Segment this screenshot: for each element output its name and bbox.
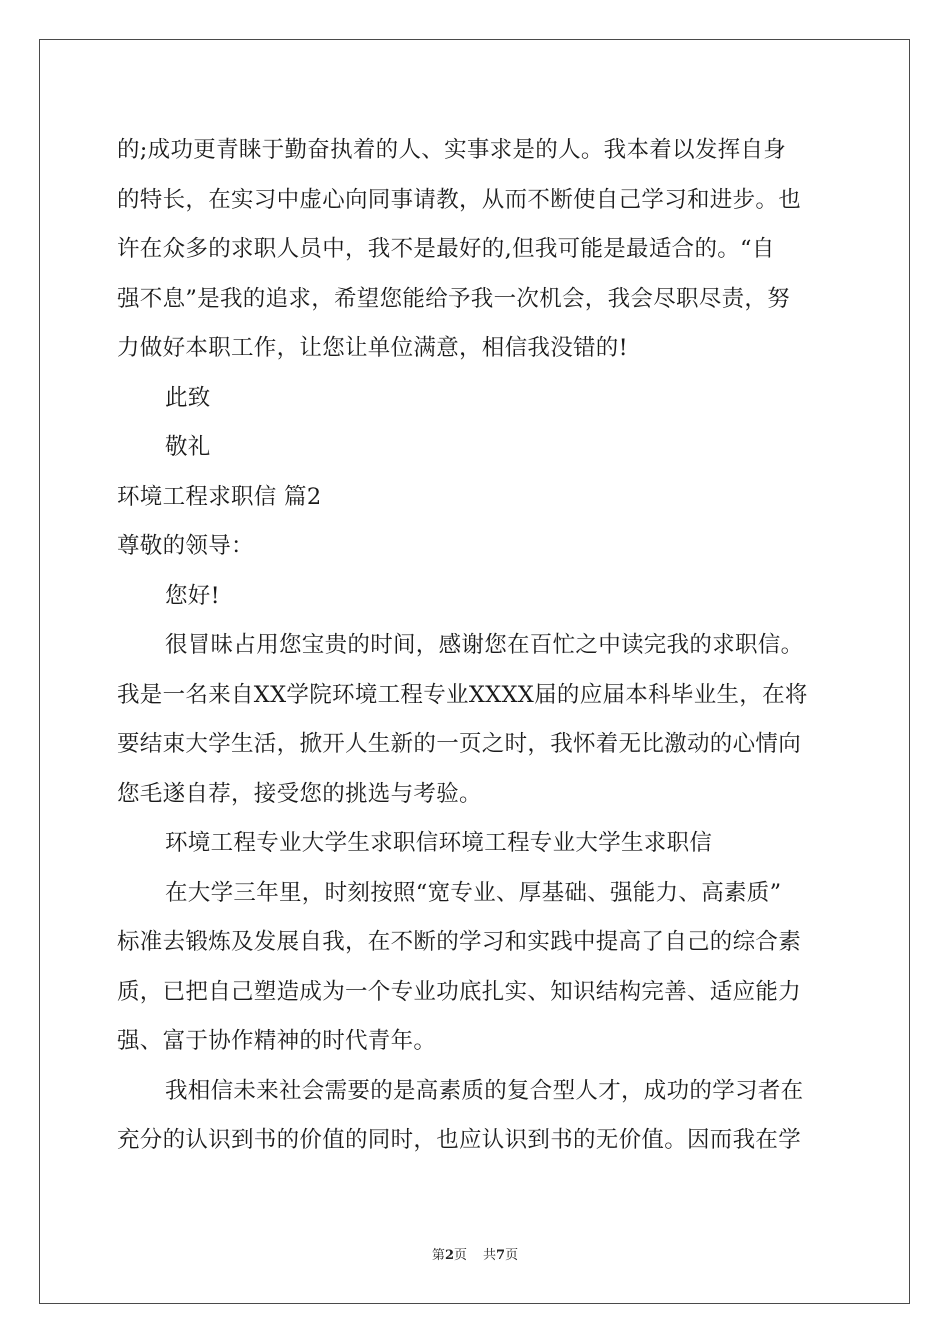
page-suffix: 页 [453,1248,467,1263]
text-line: 强不息”是我的追求，希望您能给予我一次机会，我会尽职尽责，努 [117,285,791,312]
text-line: 的;成功更青睐于勤奋执着的人、实事求是的人。我本着以发挥自身 [117,137,787,163]
text-line: 在大学三年里，时刻按照“宽专业、厚基础、强能力、高素质” [165,879,782,906]
total-prefix: 共 [483,1248,497,1263]
text-line: 我相信未来社会需要的是高素质的复合型人才，成功的学习者在 [165,1077,804,1104]
text-line: 的特长，在实习中虚心向同事请教，从而不断使自己学习和进步。也 [117,186,802,213]
page-number: 2 [444,1248,454,1263]
greeting-hello: 您好! [165,582,220,609]
text-line: 质，已把自己塑造成为一个专业功底扎实、知识结构完善、适应能力 [117,978,802,1005]
document-body [117,126,835,1166]
text-line: 强、富于协作精神的时代青年。 [117,1028,437,1054]
text-line: 许在众多的求职人员中，我不是最好的,但我可能是最适合的。“自 [117,236,775,262]
text-line: 很冒昧占用您宝贵的时间，感谢您在百忙之中读完我的求职信。 [165,632,804,658]
text-line: 您毛遂自荐，接受您的挑选与考验。 [117,780,482,807]
text-line: 我是一名来自XX学院环境工程专业XXXX届的应届本科毕业生，在将 [117,681,808,708]
page-prefix: 第 [431,1248,445,1263]
greeting: 尊敬的领导： [117,533,254,559]
closing-regards: 敬礼 [165,434,211,460]
closing-salutation: 此致 [165,384,211,411]
section-heading: 环境工程求职信 篇2 [117,483,322,510]
text-line: 标准去锻炼及发展自我，在不断的学习和实践中提高了自己的综合素 [117,929,802,955]
total-suffix: 页 [505,1248,519,1263]
total-pages: 7 [496,1248,506,1263]
text-line: 力做好本职工作，让您让单位满意，相信我没错的! [117,335,628,361]
text-line: 环境工程专业大学生求职信环境工程专业大学生求职信 [165,830,713,856]
text-line: 充分的认识到书的价值的同时，也应认识到书的无价值。因而我在学 [117,1127,802,1153]
page-footer [0,1244,950,1263]
text-line: 要结束大学生活，掀开人生新的一页之时，我怀着无比激动的心情向 [117,731,802,757]
